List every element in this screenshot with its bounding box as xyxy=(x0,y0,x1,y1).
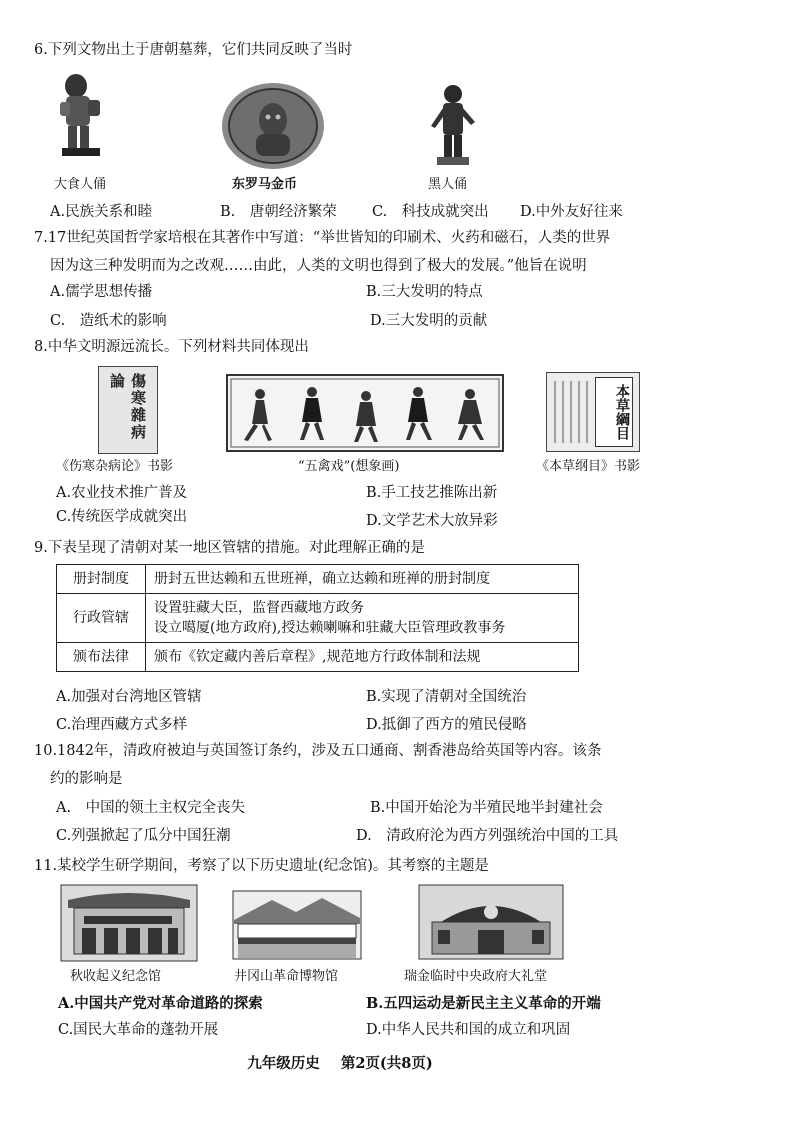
arab-figurine-image xyxy=(52,70,110,162)
q9-option-d: D.抵御了西方的殖民侵略 xyxy=(366,717,527,733)
q9-row2-value xyxy=(146,594,579,643)
q8-option-c: C.传统医学成就突出 xyxy=(56,509,188,525)
q7-stem-line2: 因为这三种发明而为之改观……由此，人类的文明也得到了极大的发展。”他旨在说明 xyxy=(50,258,587,274)
shanghan-book-image xyxy=(98,366,158,454)
q9-option-c: C.治理西藏方式多样 xyxy=(56,717,188,733)
q9-row3-key: 颁布法律 xyxy=(57,643,146,672)
q6-option-d: D.中外友好往来 xyxy=(520,204,623,220)
page-footer xyxy=(0,1052,680,1073)
q7-option-d: D.三大发明的贡献 xyxy=(370,313,488,329)
qiushou-memorial-image xyxy=(60,884,198,962)
q11-caption-3: 瑞金临时中央政府大礼堂 xyxy=(404,969,548,984)
byzantine-gold-coin-image xyxy=(220,80,326,172)
q6-caption-2: 东罗马金币 xyxy=(232,177,298,192)
q11-caption-1: 秋收起义纪念馆 xyxy=(70,969,162,984)
q11-option-c: C.国民大革命的蓬勃开展 xyxy=(58,1022,219,1038)
q6-caption-3: 黑人俑 xyxy=(428,177,468,192)
q8-option-d: D.文学艺术大放异彩 xyxy=(366,513,498,529)
q6-caption-1: 大食人俑 xyxy=(54,177,107,192)
q9-option-a: A.加强对台湾地区管辖 xyxy=(56,689,202,705)
q8-caption-1: 《伤寒杂病论》书影 xyxy=(56,459,174,474)
q9-row2-line1: 设置驻藏大臣，监督西藏地方政务 xyxy=(154,600,364,616)
q9-row2-key: 行政管辖 xyxy=(57,594,146,643)
q10-option-b: B.中国开始沦为半殖民地半封建社会 xyxy=(370,800,603,816)
bencao-page-lines xyxy=(551,379,591,445)
q8-caption-2: “五禽戏”(想象画) xyxy=(298,459,400,474)
q6-option-c: C. 科技成就突出 xyxy=(372,204,489,220)
q7-option-b: B.三大发明的特点 xyxy=(366,284,483,300)
q8-option-a: A.农业技术推广普及 xyxy=(56,485,188,501)
q10-option-d: D. 清政府沦为西方列强统治中国的工具 xyxy=(356,828,619,844)
table-row xyxy=(57,643,579,672)
bencao-book-title: 本草綱目 xyxy=(595,377,633,447)
q6-option-b: B. 唐朝经济繁荣 xyxy=(220,204,337,220)
bencao-book-image xyxy=(546,372,640,452)
q6-option-a: A.民族关系和睦 xyxy=(50,204,153,220)
q9-row2-line2: 设立噶厦(地方政府),授达赖喇嘛和驻藏大臣管理政教事务 xyxy=(154,620,506,636)
q9-stem: 9.下表呈现了清朝对某一地区管辖的措施。对此理解正确的是 xyxy=(34,540,425,556)
q11-option-a: A.中国共产党对革命道路的探索 xyxy=(58,995,263,1012)
jinggangshan-museum-image xyxy=(232,890,362,960)
q6-stem: 6.下列文物出土于唐朝墓葬，它们共同反映了当时 xyxy=(34,42,353,58)
q11-option-b: B.五四运动是新民主主义革命的开端 xyxy=(366,995,601,1012)
ruijin-auditorium-image xyxy=(418,884,564,960)
q11-option-d: D.中华人民共和国的成立和巩固 xyxy=(366,1022,571,1038)
q10-stem-line1: 10.1842年，清政府被迫与英国签订条约，涉及五口通商、割香港岛给英国等内容。该条 xyxy=(34,743,602,759)
table-row xyxy=(57,565,579,594)
q8-stem: 8.中华文明源远流长。下列材料共同体现出 xyxy=(34,339,309,355)
q7-option-a: A.儒学思想传播 xyxy=(50,284,153,300)
shanghan-book-title: 傷寒雜病論 xyxy=(108,373,147,441)
q9-row3-line1: 颁布《钦定藏内善后章程》,规范地方行政体制和法规 xyxy=(154,649,481,665)
q10-option-c: C.列强掀起了瓜分中国狂潮 xyxy=(56,828,231,844)
q11-stem: 11.某校学生研学期间，考察了以下历史遗址(纪念馆)。其考察的主题是 xyxy=(34,858,489,874)
q9-table xyxy=(56,564,579,672)
black-figurine-image xyxy=(425,82,480,170)
footer-subject: 九年级历史 xyxy=(247,1055,320,1072)
q10-option-a: A. 中国的领土主权完全丧失 xyxy=(56,800,246,816)
q9-option-b: B.实现了清朝对全国统治 xyxy=(366,689,527,705)
q9-row1-value xyxy=(146,565,579,594)
q11-caption-2: 井冈山革命博物馆 xyxy=(234,969,339,984)
five-animal-exercises-image xyxy=(226,374,504,452)
q9-row1-key: 册封制度 xyxy=(57,565,146,594)
q10-stem-line2: 约的影响是 xyxy=(50,771,123,787)
q7-option-c: C. 造纸术的影响 xyxy=(50,313,167,329)
table-row xyxy=(57,594,579,643)
q9-row3-value xyxy=(146,643,579,672)
q8-option-b: B.手工技艺推陈出新 xyxy=(366,485,498,501)
q8-caption-3: 《本草纲目》书影 xyxy=(536,459,641,474)
q9-row1-line1: 册封五世达赖和五世班禅，确立达赖和班禅的册封制度 xyxy=(154,571,490,587)
q7-stem-line1: 7.17世纪英国哲学家培根在其著作中写道：“举世皆知的印刷术、火药和磁石，人类的世界 xyxy=(34,230,611,246)
footer-page-number: 第2页(共8页) xyxy=(340,1055,433,1072)
